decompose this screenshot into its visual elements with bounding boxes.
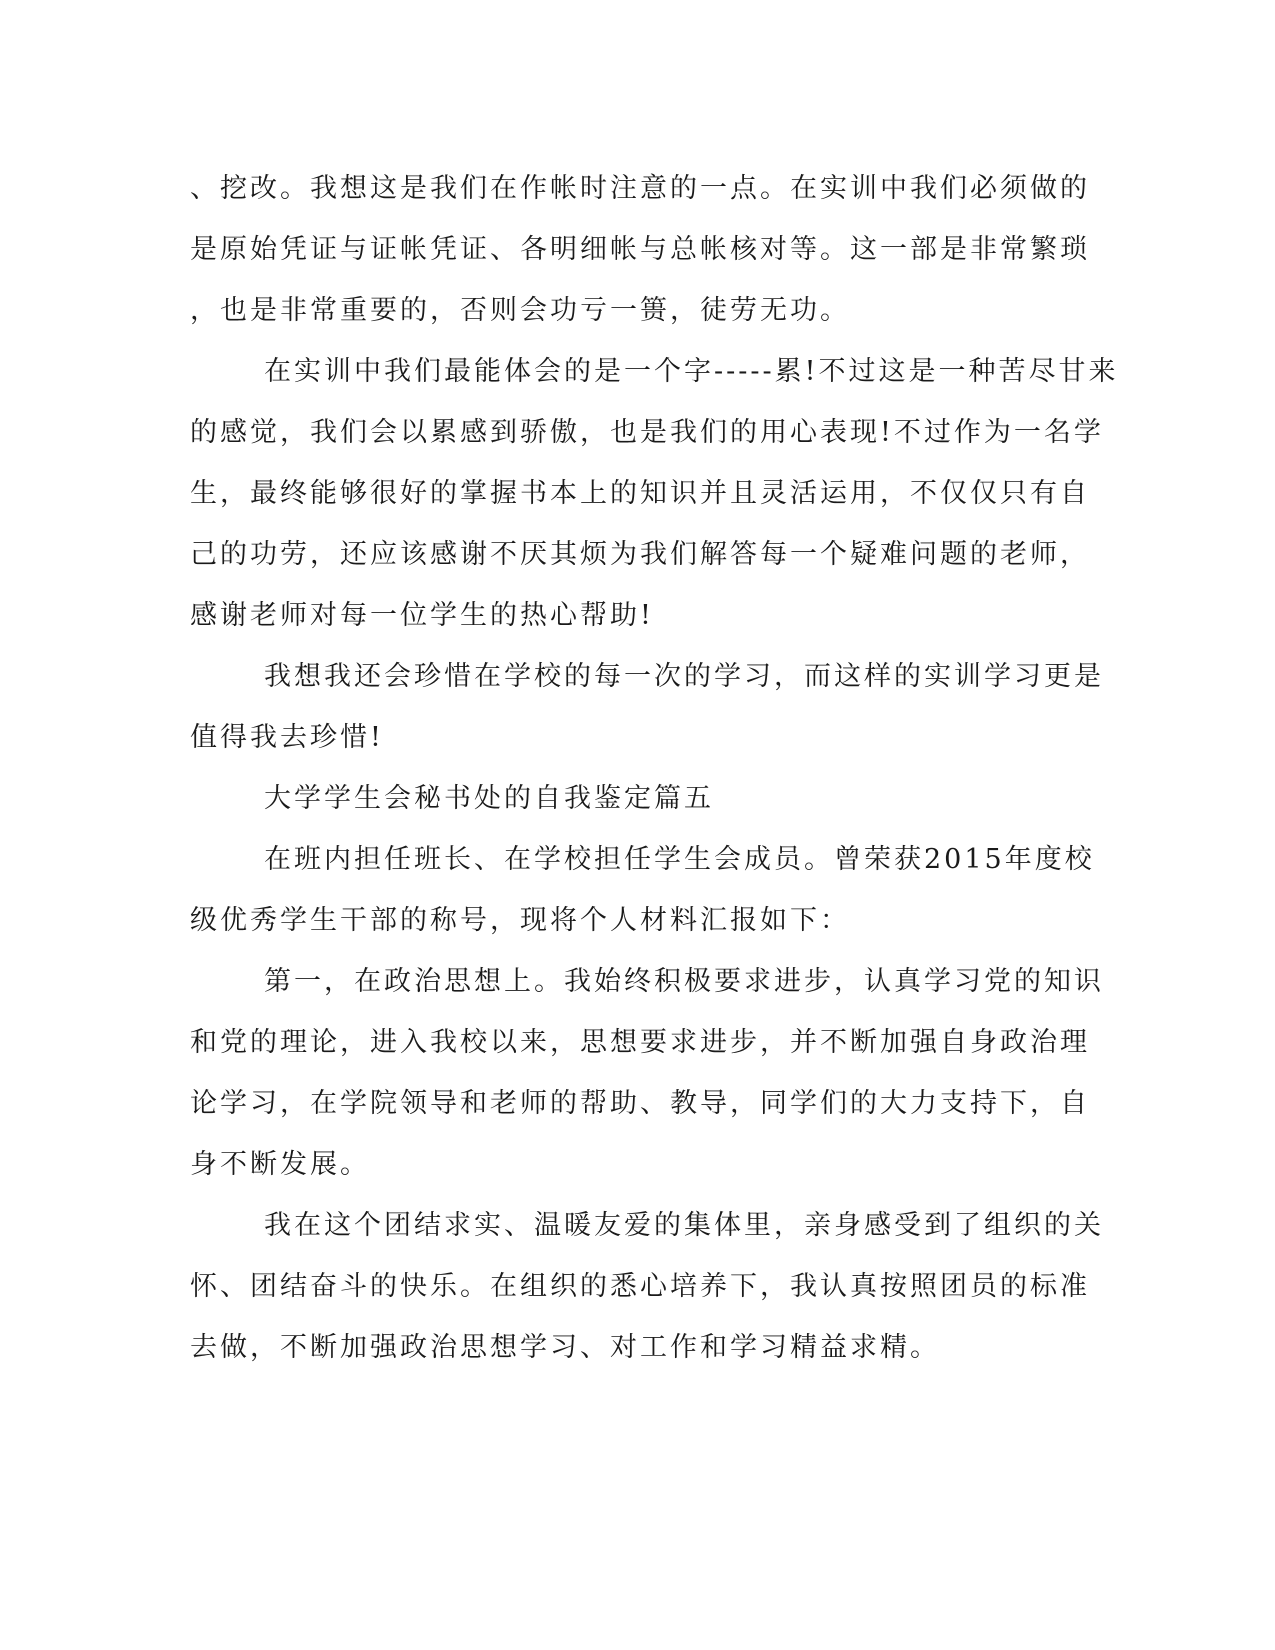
text-line: 在实训中我们最能体会的是一个字-----累!不过这是一种苦尽甘来 [264,356,1119,387]
text-line: 我想我还会珍惜在学校的每一次的学习，而这样的实训学习更是 [264,661,1104,692]
text-line: 大学学生会秘书处的自我鉴定篇五 [264,783,714,814]
text-line: 级优秀学生干部的称号，现将个人材料汇报如下： [190,905,850,936]
text-line: 身不断发展。 [190,1149,370,1180]
text-line: 怀、团结奋斗的快乐。在组织的悉心培养下，我认真按照团员的标准 [190,1271,1090,1302]
text-line: 和党的理论，进入我校以来，思想要求进步，并不断加强自身政治理 [190,1027,1090,1058]
text-line: 是原始凭证与证帐凭证、各明细帐与总帐核对等。这一部是非常繁琐 [190,234,1090,265]
text-line: 生，最终能够很好的掌握书本上的知识并且灵活运用，不仅仅只有自 [190,478,1090,509]
text-line: 在班内担任班长、在学校担任学生会成员。曾荣获2015年度校 [264,844,1095,875]
text-line: ，也是非常重要的，否则会功亏一篑，徒劳无功。 [190,295,850,326]
text-line: 我在这个团结求实、温暖友爱的集体里，亲身感受到了组织的关 [264,1210,1104,1241]
text-line: 的感觉，我们会以累感到骄傲，也是我们的用心表现!不过作为一名学 [190,417,1104,448]
text-line: 去做，不断加强政治思想学习、对工作和学习精益求精。 [190,1332,940,1363]
text-line: 第一，在政治思想上。我始终积极要求进步，认真学习党的知识 [264,966,1104,997]
text-line: 值得我去珍惜! [190,722,384,753]
text-line: 己的功劳，还应该感谢不厌其烦为我们解答每一个疑难问题的老师， [190,539,1090,570]
text-line: 论学习，在学院领导和老师的帮助、教导，同学们的大力支持下，自 [190,1088,1090,1119]
text-line: 感谢老师对每一位学生的热心帮助! [190,600,654,631]
document-body [190,167,1119,1387]
text-line: 、挖改。我想这是我们在作帐时注意的一点。在实训中我们必须做的 [190,173,1090,204]
